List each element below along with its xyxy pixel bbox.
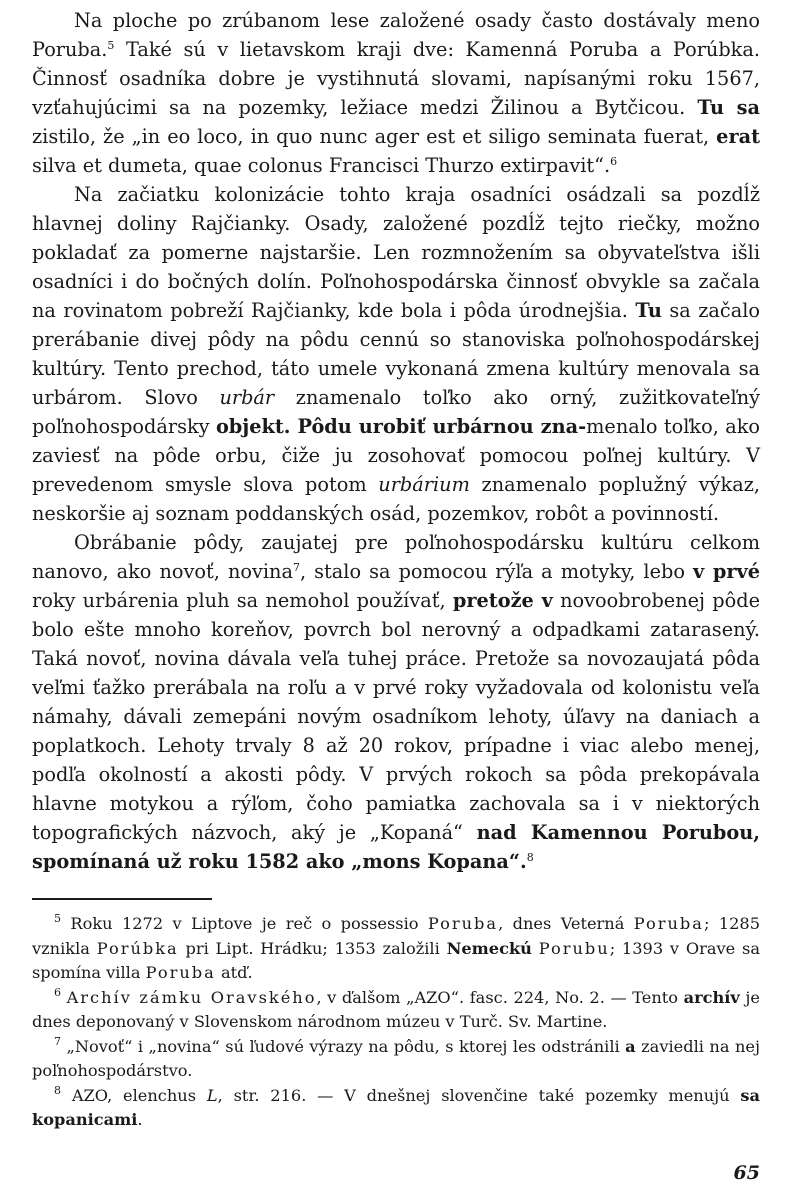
text-run: objekt. Pôdu urobiť urbárnou zna-	[215, 415, 587, 438]
text-run: Roku 1272 v Liptove je reč o possessio	[61, 914, 428, 933]
text-run: Také sú v lietavskom kraji dve: Kamenná Poruba a Porúbka. Činnosť osadníka dobre je vystihnutá slovami, napísanými roku 1567, vzťahujúcimi sa na pozemky, ležiace medzi Žilinou a Bytčicou.	[32, 38, 760, 119]
text-run: nad Kamennou Porubou, spomínaná už roku 1582 ako „mons Kopana“.	[32, 821, 760, 873]
text-run: zistilo, že „in eo loco, in quo nunc ager est et siligo seminata fuerat,	[32, 125, 717, 148]
footnote	[32, 986, 760, 1035]
page-number: 65	[733, 1162, 760, 1184]
footnote	[32, 1084, 760, 1133]
text-run: a	[625, 1036, 636, 1056]
text-run: v prvé	[693, 560, 760, 583]
text-run: , str. 216. — V dnešnej slovenčine také pozemky menujú	[217, 1085, 741, 1105]
text-run: Tu	[635, 299, 662, 322]
footnote-ref: 8	[54, 1083, 61, 1097]
footnote-ref: 6	[54, 985, 61, 999]
text-run: Poruba	[427, 914, 499, 933]
text-run: pretože v	[452, 589, 553, 612]
text-run: archív	[683, 987, 740, 1007]
paragraph	[32, 180, 760, 528]
footnote-divider	[32, 898, 212, 900]
footnote-ref: 8	[526, 851, 534, 864]
text-run: , stalo sa pomocou rýľa a motyky, lebo	[299, 560, 694, 583]
main-text	[32, 6, 760, 876]
text-run: Na začiatku kolonizácie tohto kraja osadníci osádzali sa pozdĺž hlavnej doliny Rajčianky. Osady, založené pozdĺž tejto riečky, možno pokladať za pomerne najstaršie. Len rozmnožením sa obyvateľstva išli osadníci i do bočných dolín. Poľnohospodárska činnosť obvykle sa začala na rovinatom pobreží Rajčianky, kde bola i pôda úrodnejšia.	[32, 183, 760, 322]
text-run: urbár	[219, 386, 275, 409]
text-run: Obrábanie pôdy, zaujatej pre poľnohospodársku kultúru celkom nanovo, ako novoť, novina	[32, 531, 760, 583]
footnote-ref: 7	[54, 1034, 61, 1048]
text-run: sa kopanicami	[32, 1085, 761, 1129]
text-run: Poruba	[633, 914, 704, 933]
text-run: sa začalo prerábanie divej pôdy na pôdu cennú so stanoviska poľnohospodárskej kultúry. Tento prechod, táto umele vykonaná zmena kultúry menovala sa urbárom. Slovo	[32, 299, 760, 409]
text-run: Na ploche po zrúbanom lese založené osady často dostávaly meno Poruba.	[32, 9, 760, 61]
footnote-ref: 6	[610, 155, 618, 168]
text-run: silva et dumeta, quae colonus Francisci Thurzo extirpavit“.	[32, 154, 611, 177]
text-run: , v ďalšom „AZO“. fasc. 224, No. 2. — Tento	[316, 987, 684, 1007]
text-run: ; 1393 v Orave sa spomína villa	[32, 938, 760, 982]
footnote-ref: 7	[292, 561, 300, 574]
text-run: Porubu	[538, 938, 610, 958]
text-run: „Novoť“ i „novina“ sú ľudové výrazy na pôdu, s ktorej les odstránili	[61, 1036, 626, 1056]
footnote	[32, 1035, 760, 1084]
footnotes	[32, 912, 760, 1133]
footnote-ref: 5	[54, 912, 61, 925]
text-run: znamenalo toľko ako orný, zužitkovateľný poľnohospodársky	[32, 386, 761, 438]
paragraph	[32, 528, 760, 876]
text-run: menalo toľko, ako zaviesť na pôde orbu, čiže ju zosohovať pomocou poľnej kultúry. V prevedenom smysle slova potom	[32, 415, 761, 496]
text-run: Poruba	[145, 963, 216, 982]
text-run: urbárium	[378, 473, 470, 496]
text-run: , dnes Veterná	[498, 914, 634, 933]
paragraph	[32, 6, 760, 180]
text-run: Archív zámku Oravského	[66, 987, 317, 1007]
text-run: atď.	[215, 963, 253, 982]
text-run: znamenalo poplužný výkaz, neskoršie aj soznam poddanských osád, pozemkov, robôt a povinností.	[32, 473, 760, 525]
footnote	[32, 912, 760, 986]
text-run: roky urbárenia pluh sa nemohol používať,	[32, 589, 453, 612]
text-run: ; 1285 vznikla	[32, 914, 760, 958]
text-run: .	[137, 1110, 143, 1129]
text-run: zaviedli na nej poľnohospodárstvo.	[32, 1036, 760, 1080]
text-run	[532, 939, 539, 958]
text-run: L	[206, 1085, 218, 1105]
text-run: Porúbka	[96, 938, 179, 958]
text-run: Tu sa	[697, 96, 760, 119]
text-run: je dnes deponovaný v Slovenskom národnom múzeu v Turč. Sv. Martine.	[32, 987, 760, 1031]
text-run: erat	[716, 125, 760, 148]
footnote-ref: 5	[107, 39, 115, 52]
text-run: novoobrobenej pôde bolo ešte mnoho koreňov, povrch bol nerovný a odpadkami zatarasený. Taká novoť, novina dávala veľa tuhej práce. Pretože sa novozaujatá pôda veľmi ťažko prerábala na roľu a v prvé roky vyžadovala od kolonistu veľa námahy, dávali zemepáni novým osadníkom lehoty, úľavy na daniach a poplatkoch. Lehoty trvaly 8 až 20 rokov, prípadne i viac alebo menej, podľa okolností a akosti pôdy. V prvých rokoch sa pôda prekopávala hlavne motykou a rýľom, čoho pamiatka zachovala sa i v niektorých topografických názvoch, aký je „Kopaná“	[32, 589, 760, 844]
text-run: pri Lipt. Hrádku; 1353 založili	[178, 938, 447, 958]
text-run: AZO, elenchus	[61, 1085, 207, 1105]
text-run: Nemeckú	[446, 938, 532, 958]
page	[32, 6, 760, 1133]
